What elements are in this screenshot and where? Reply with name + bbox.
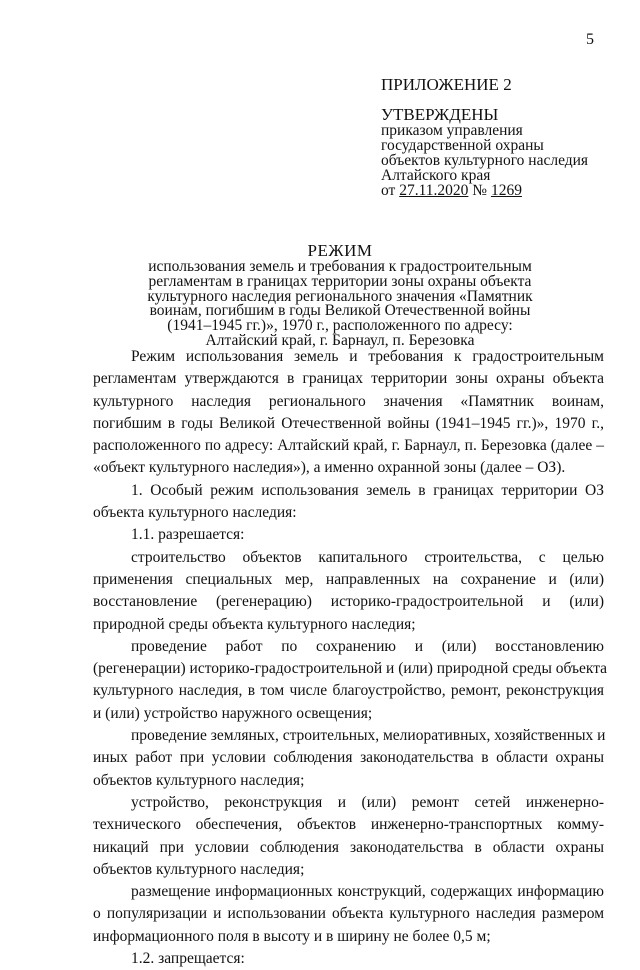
date-prefix: от	[381, 182, 400, 199]
body-line: восстановление (регенерацию) историко-градостроительной и (или)	[93, 593, 604, 611]
regime-subtitle-line: (1941–1945 гг.)», 1970 г., расположенного по адресу:	[167, 317, 513, 335]
body-line: размещение информационных конструкций, содержащих информацию	[131, 883, 604, 901]
body-line: строительство объектов капитального строительства, с целью	[131, 548, 604, 566]
approved-title: УТВЕРЖДЕНЫ	[381, 105, 499, 124]
body-line: технического обеспечения, объектов инженерно-транспортных комму-	[93, 816, 604, 834]
body-line: 1.1. разрешается:	[131, 526, 245, 544]
body-line: иных работ при условии соблюдения законодательства в области охраны	[93, 749, 604, 767]
approval-order-line: государственной охраны	[381, 137, 544, 154]
order-number: 1269	[490, 182, 522, 199]
body-line: проведение земляных, строительных, мелиоративных, хозяйственных и	[131, 727, 606, 745]
regime-subtitle-line: воинам, погибшим в годы Великой Отечественной войны	[149, 302, 531, 320]
body-line: (регенерации) историко-градостроительной и (или) природной среды объекта	[93, 660, 608, 678]
body-line: проведение работ по сохранению и (или) восстановлению	[131, 637, 604, 655]
body-line: никаций при условии соблюдения законодательства в области охраны	[93, 838, 604, 856]
body-line: объектов культурного наследия;	[93, 771, 305, 789]
number-prefix: №	[468, 182, 491, 199]
approval-order-line: приказом управления	[381, 122, 523, 139]
page-number: 5	[586, 31, 594, 48]
regime-heading	[100, 243, 580, 349]
regime-subtitle-line: регламентам в границах территории зоны охраны объекта	[148, 272, 532, 290]
body-line: и (или) устройство наружного освещения;	[93, 704, 373, 722]
body-line: регламентам утверждаются в границах территории зоны охраны объекта	[93, 370, 604, 388]
body-line: объекта культурного наследия:	[93, 504, 297, 522]
appendix-title: ПРИЛОЖЕНИЕ 2	[381, 75, 512, 94]
body-line: «объект культурного наследия»), а именно охранной зоны (далее – ОЗ).	[93, 459, 566, 477]
regime-subtitle-line: Алтайский край, г. Барнаул, п. Березовка	[205, 331, 475, 349]
body-line: культурного наследия, в том числе благоустройство, ремонт, реконструкция	[93, 682, 604, 700]
body-line: применения специальных мер, направленных на сохранение и (или)	[93, 570, 604, 588]
body-line: Режим использования земель и требования к градостроительным	[131, 348, 604, 365]
body-line: устройство, реконструкция и (или) ремонт сетей инженерно-	[131, 793, 604, 811]
body-line: расположенного по адресу: Алтайский край, г. Барнаул, п. Березовка (далее –	[93, 437, 604, 455]
order-date: 27.11.2020	[399, 182, 469, 199]
body-line: природной среды объекта культурного наследия;	[93, 615, 416, 633]
regime-subtitle-line: культурного наследия регионального значения «Памятник	[147, 287, 533, 305]
approval-order-line: Алтайского края	[381, 167, 491, 184]
approval-date-line	[381, 183, 631, 198]
body-line: о популяризации и использовании объекта культурного наследия размером	[93, 905, 604, 923]
body-line: погибшим в годы Великой Отечественной войны (1941–1945 гг.)», 1970 г.,	[93, 414, 604, 432]
body-line: культурного наследия регионального значения «Памятник воинам,	[93, 392, 604, 410]
body-line: 1.2. запрещается:	[131, 950, 245, 968]
approval-order-line: объектов культурного наследия	[381, 152, 589, 169]
document-body	[93, 346, 608, 970]
approval-block	[381, 75, 631, 198]
regime-title: РЕЖИМ	[307, 241, 373, 260]
body-line: 1. Особый режим использования земель в границах территории ОЗ	[131, 481, 604, 499]
body-line: информационного поля в высоту и в ширину не более 0,5 м;	[93, 927, 491, 945]
regime-subtitle-line: использования земель и требования к градостроительным	[148, 258, 532, 275]
body-line: объектов культурного наследия;	[93, 860, 305, 878]
